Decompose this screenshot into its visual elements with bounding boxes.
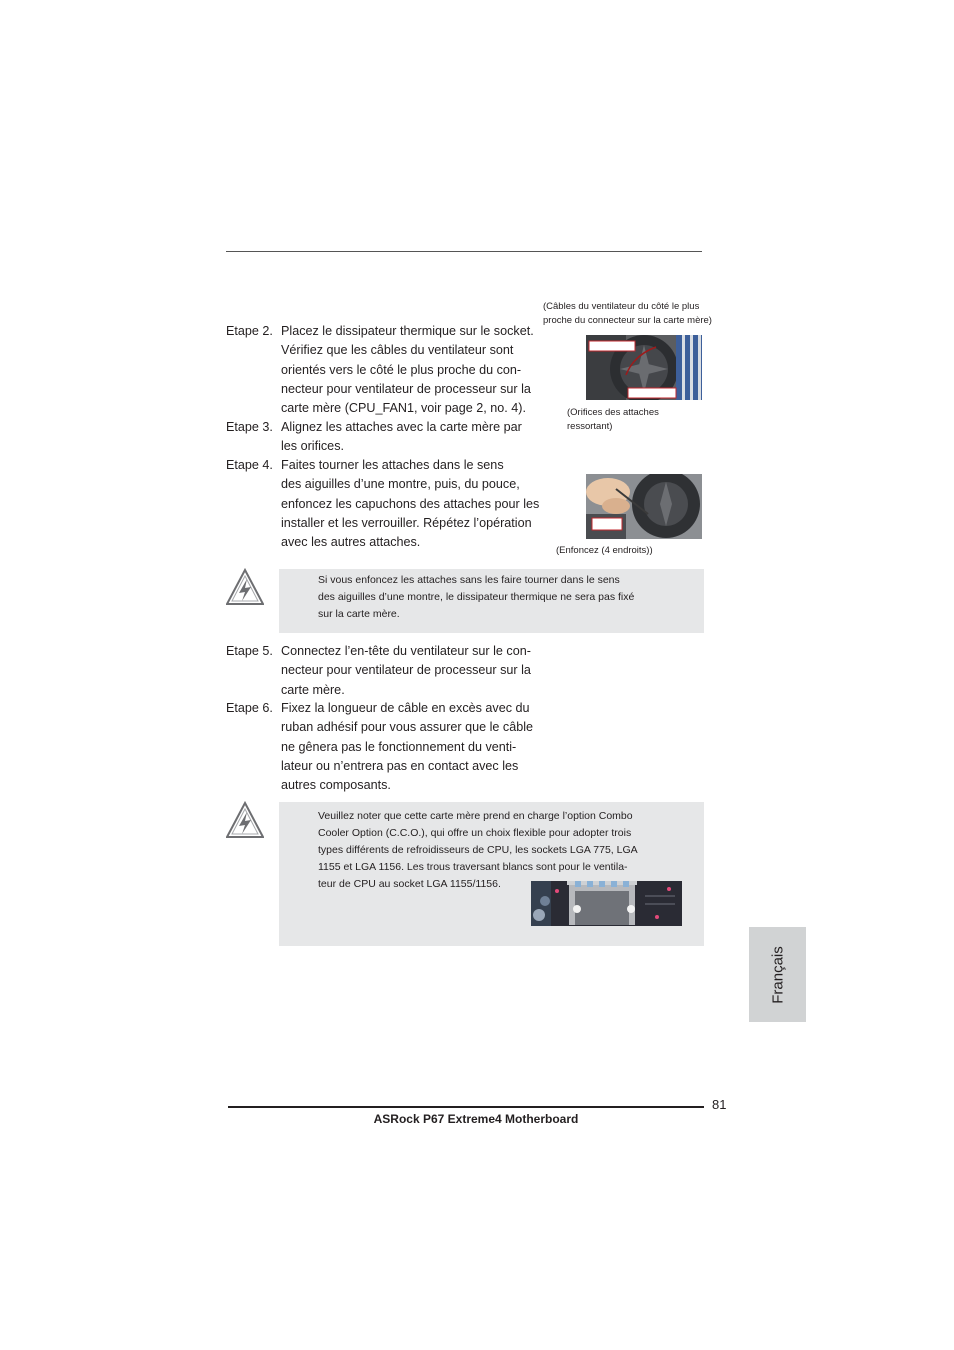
step-label: Etape 6. <box>226 701 273 715</box>
step-text: Fixez la longueur de câble en excès avec du ruban adhésif pour vous assurer que le câble ne gênera pas le fonctionnement du venti- lateur ou n’entrera pas en contact avec les autres composants. <box>281 701 534 793</box>
warning-icon <box>226 568 264 611</box>
step-3 <box>226 418 546 458</box>
note-text: Veuillez noter que cette carte mère prend en charge l’option Combo Cooler Option (C.C.O.), qui offre un choix flexible pour adopter trois types différents de refroidisseurs de CPU, les sockets LGA 775, LGA 1155 et LGA 1156. Les trous traversant blancs sont pour le ventila- teur de CPU au socket LGA 1155/1156. <box>318 810 638 890</box>
note-box-1 <box>279 569 704 633</box>
socket-photo <box>531 881 682 926</box>
caption-fan-cables: (Câbles du ventilateur du côté le plus proche du connecteur sur la carte mère) <box>543 301 712 326</box>
step-label: Etape 5. <box>226 644 273 658</box>
page-number: 81 <box>712 1097 727 1112</box>
step-text: Placez le dissipateur thermique sur le socket. Vérifiez que les câbles du ventilateur sont orientés vers le côté le plus proche du con- necteur pour ventilateur de processeur sur la carte mère (CPU_FAN1, voir page 2, no. 4). <box>281 324 534 416</box>
step-text: Alignez les attaches avec la carte mère par les orifices. <box>281 420 522 454</box>
language-tab: Français <box>749 927 806 1022</box>
step-2 <box>226 322 546 422</box>
warning-icon <box>226 801 264 844</box>
push-fastener-photo <box>586 474 702 539</box>
step-label: Etape 3. <box>226 420 273 434</box>
step-4 <box>226 456 556 556</box>
step-label: Etape 4. <box>226 458 273 472</box>
step-label: Etape 2. <box>226 324 273 338</box>
header-rule <box>226 251 702 252</box>
step-5 <box>226 642 546 702</box>
note-text: Si vous enfoncez les attaches sans les faire tourner dans le sens des aiguilles d’une montre, le dissipateur thermique ne sera pas fixé sur la carte mère. <box>318 574 635 620</box>
step-text: Faites tourner les attaches dans le sens des aiguilles d’une montre, puis, du pouce, enfoncez les capuchons des attaches pour les installer et les verrouiller. Répétez l’opération avec les autres attaches. <box>281 458 540 550</box>
step-6 <box>226 699 546 799</box>
caption-push-down: (Enfoncez (4 endroits)) <box>556 545 653 556</box>
footer-rule <box>228 1106 704 1108</box>
heatsink-cables-photo <box>586 335 702 400</box>
note-box-2 <box>279 802 704 946</box>
step-text: Connectez l’en-tête du ventilateur sur le con- necteur pour ventilateur de processeur sur la carte mère. <box>281 644 531 697</box>
caption-fastener-holes: (Orifices des attaches ressortant) <box>567 407 659 432</box>
footer-title: ASRock P67 Extreme4 Motherboard <box>373 1112 579 1126</box>
